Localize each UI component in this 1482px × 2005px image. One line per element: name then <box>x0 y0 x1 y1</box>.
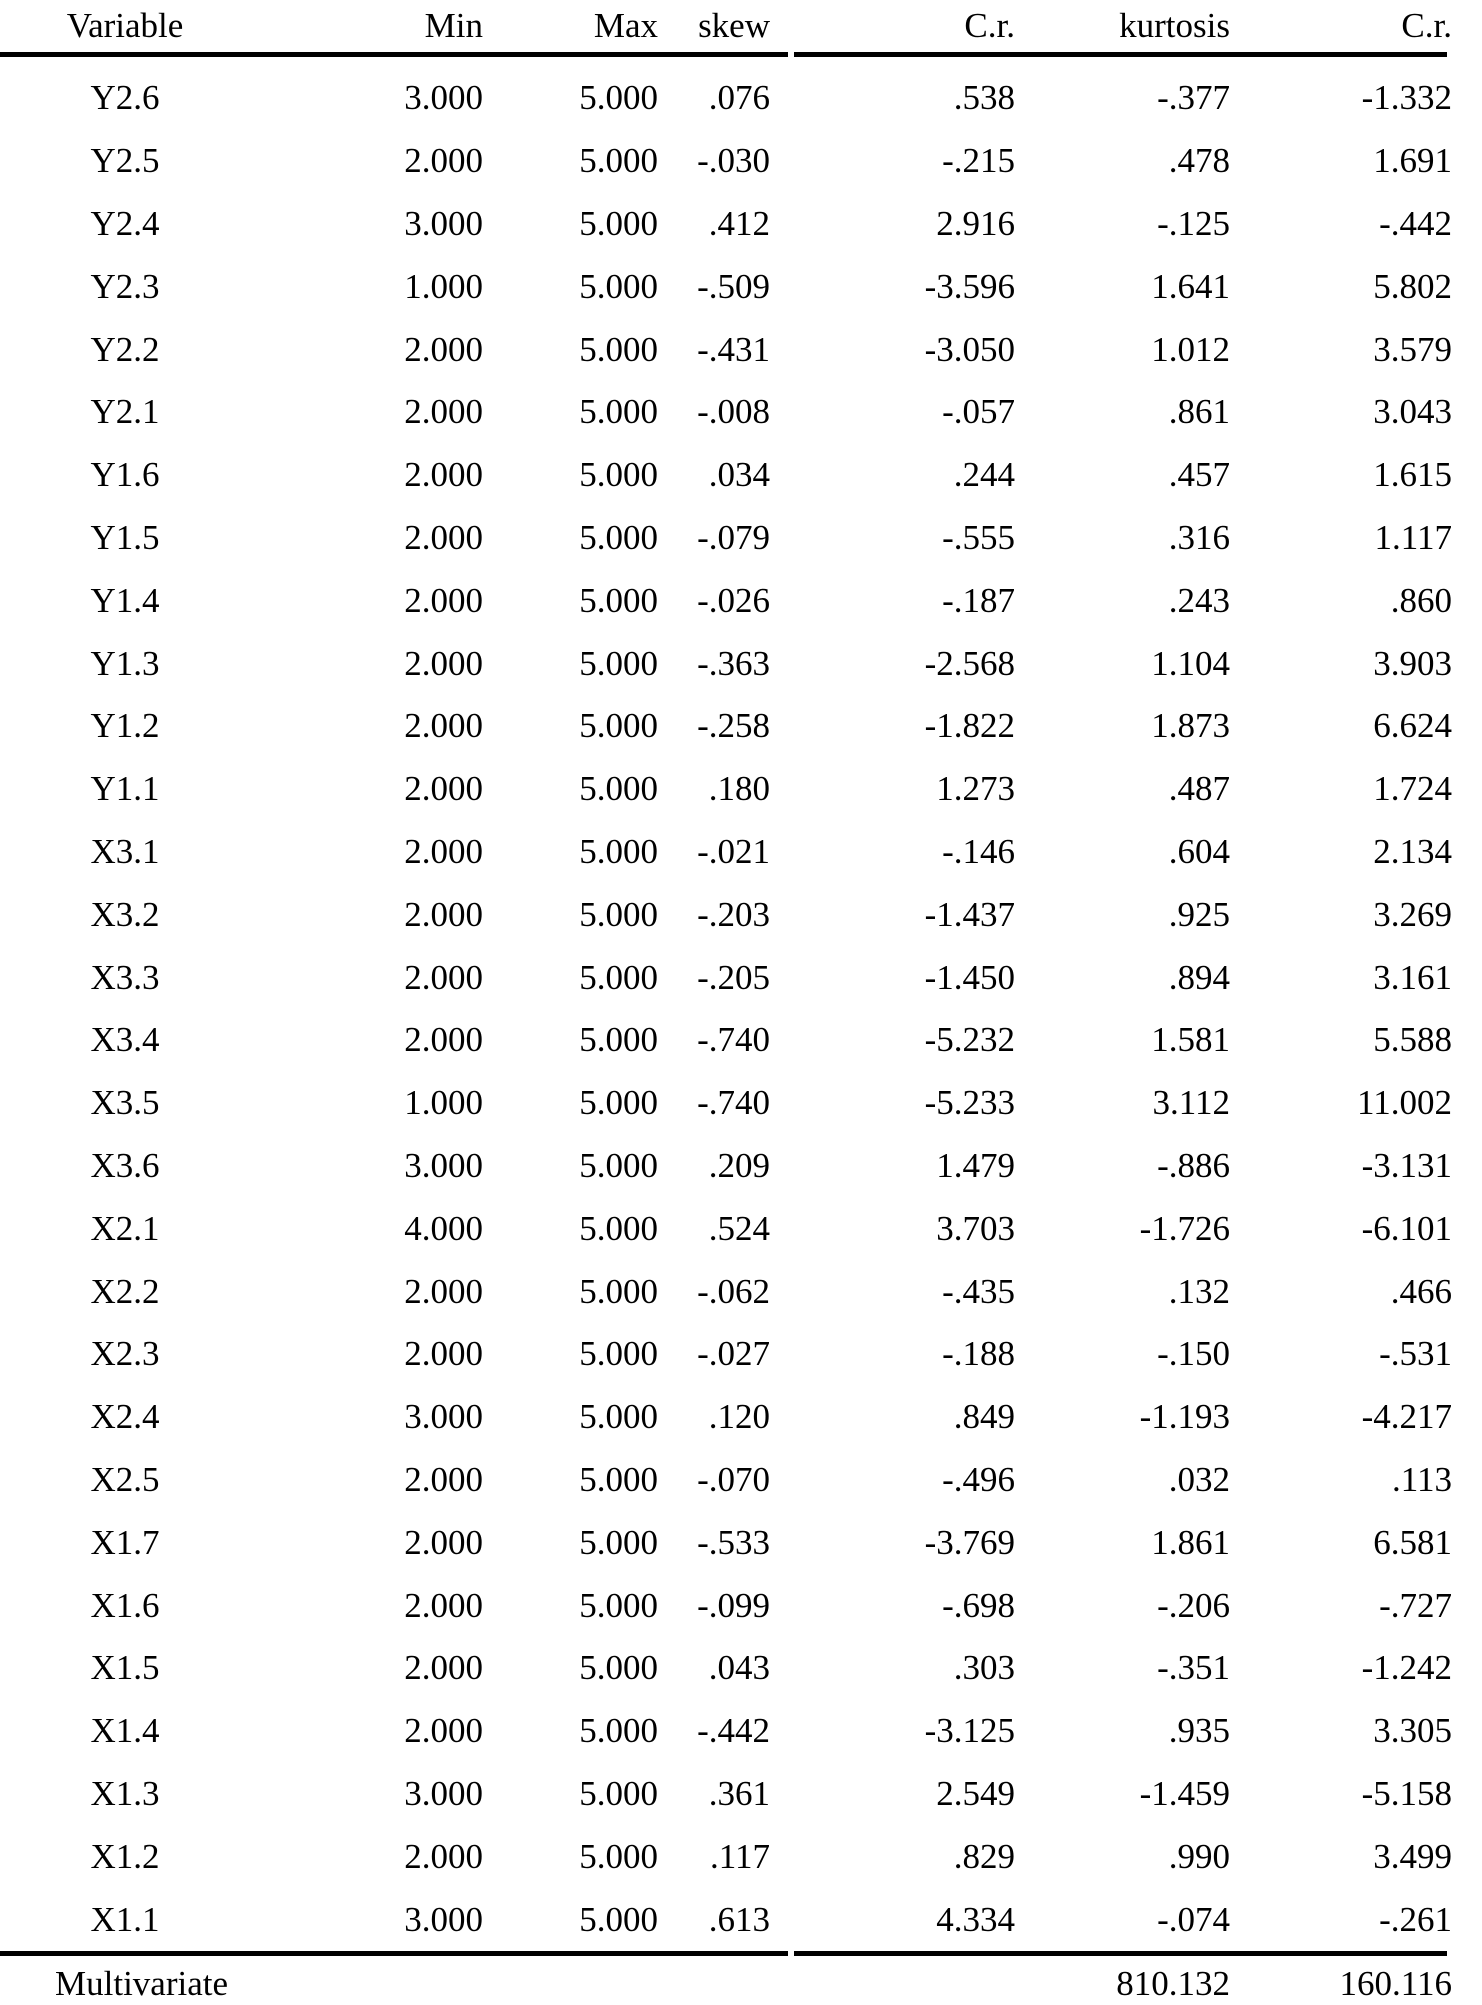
cell-filler <box>1452 1825 1482 1888</box>
cell-skew: -.740 <box>697 1083 770 1123</box>
cell-cr-kurtosis: 3.161 <box>1373 957 1452 997</box>
cell-max: 5.000 <box>579 1334 658 1374</box>
table-row <box>0 1009 1482 1072</box>
cell-min: 2.000 <box>404 1836 483 1876</box>
cell-min: 3.000 <box>404 1145 483 1185</box>
cell-variable: X1.3 <box>90 1773 160 1813</box>
cell-min: 3.000 <box>404 203 483 243</box>
cell-cr-kurtosis: -3.131 <box>1361 1145 1452 1185</box>
cell-variable: Y1.5 <box>90 517 160 557</box>
cell-kurtosis: -1.193 <box>1139 1397 1230 1437</box>
cell-kurtosis: -.074 <box>1157 1899 1230 1939</box>
cell-variable: X3.1 <box>90 831 160 871</box>
cell-min: 2.000 <box>404 831 483 871</box>
cell-skew: -.030 <box>697 141 770 181</box>
multivariate-filler <box>1452 1956 1482 2005</box>
cell-skew: -.008 <box>697 392 770 432</box>
cell-kurtosis: -.125 <box>1157 203 1230 243</box>
cell-max: 5.000 <box>579 894 658 934</box>
cell-cr-skew: .829 <box>953 1836 1015 1876</box>
cell-skew: .120 <box>708 1397 770 1437</box>
cell-variable: X2.1 <box>90 1208 160 1248</box>
cell-cr-kurtosis: 5.588 <box>1373 1020 1452 1060</box>
cell-min: 3.000 <box>404 1397 483 1437</box>
table-row <box>0 444 1482 507</box>
cell-cr-skew: -.188 <box>942 1334 1015 1374</box>
cell-cr-skew: 2.916 <box>936 203 1015 243</box>
cell-skew: .524 <box>708 1208 770 1248</box>
cell-filler <box>1452 130 1482 193</box>
cell-cr-kurtosis: -5.158 <box>1361 1773 1452 1813</box>
cell-variable: X2.5 <box>90 1459 160 1499</box>
cell-filler <box>1452 1323 1482 1386</box>
cell-kurtosis: .032 <box>1168 1459 1230 1499</box>
cell-variable: Y1.1 <box>90 769 160 809</box>
cell-variable: Y2.1 <box>90 392 160 432</box>
cell-cr-kurtosis: -.531 <box>1379 1334 1452 1374</box>
table-row <box>0 883 1482 946</box>
cell-cr-kurtosis: 3.269 <box>1373 894 1452 934</box>
cell-max: 5.000 <box>579 266 658 306</box>
cell-max: 5.000 <box>579 1459 658 1499</box>
table-footer <box>0 1951 1482 2005</box>
cell-cr-kurtosis: 11.002 <box>1357 1083 1452 1123</box>
cell-min: 3.000 <box>404 78 483 118</box>
cell-variable: X1.2 <box>90 1836 160 1876</box>
table-row <box>0 1135 1482 1198</box>
table-row <box>0 318 1482 381</box>
cell-filler <box>1452 883 1482 946</box>
cell-skew: -.442 <box>697 1711 770 1751</box>
cell-kurtosis: .457 <box>1168 455 1230 495</box>
cell-filler <box>1452 507 1482 570</box>
table-header <box>0 0 1482 67</box>
cell-filler <box>1452 1135 1482 1198</box>
cell-cr-skew: .303 <box>953 1648 1015 1688</box>
cell-variable: Y2.5 <box>90 141 160 181</box>
cell-min: 2.000 <box>404 1585 483 1625</box>
cell-min: 1.000 <box>404 1083 483 1123</box>
cell-filler <box>1452 1700 1482 1763</box>
cell-cr-kurtosis: .466 <box>1390 1271 1452 1311</box>
cell-cr-skew: -.215 <box>942 141 1015 181</box>
cell-max: 5.000 <box>579 769 658 809</box>
cell-max: 5.000 <box>579 1271 658 1311</box>
cell-skew: -.099 <box>697 1585 770 1625</box>
table-row <box>0 695 1482 758</box>
cell-variable: Y1.4 <box>90 580 160 620</box>
cell-cr-skew: 3.703 <box>936 1208 1015 1248</box>
cell-kurtosis: .243 <box>1168 580 1230 620</box>
cell-cr-skew: -5.232 <box>924 1020 1015 1060</box>
cell-cr-kurtosis: 1.691 <box>1373 141 1452 181</box>
table-row <box>0 632 1482 695</box>
table-row <box>0 1700 1482 1763</box>
header-max: Max <box>593 6 658 45</box>
header-cr-skew: C.r. <box>964 6 1015 45</box>
cell-kurtosis: .487 <box>1168 769 1230 809</box>
cell-max: 5.000 <box>579 329 658 369</box>
cell-filler <box>1452 1574 1482 1637</box>
cell-max: 5.000 <box>579 1836 658 1876</box>
cell-min: 2.000 <box>404 580 483 620</box>
cell-cr-skew: .849 <box>953 1397 1015 1437</box>
cell-min: 2.000 <box>404 1271 483 1311</box>
cell-cr-skew: -.698 <box>942 1585 1015 1625</box>
cell-kurtosis: 1.641 <box>1151 266 1230 306</box>
cell-kurtosis: -.377 <box>1157 78 1230 118</box>
cell-skew: -.203 <box>697 894 770 934</box>
cell-cr-skew: .244 <box>953 455 1015 495</box>
table-row <box>0 1825 1482 1888</box>
multivariate-label: Multivariate <box>55 1964 229 2004</box>
cell-variable: X1.4 <box>90 1711 160 1751</box>
cell-max: 5.000 <box>579 1397 658 1437</box>
cell-max: 5.000 <box>579 455 658 495</box>
table-row <box>0 758 1482 821</box>
cell-max: 5.000 <box>579 957 658 997</box>
cell-cr-kurtosis: .860 <box>1390 580 1452 620</box>
multivariate-row <box>0 1956 1482 2005</box>
cell-filler <box>1452 1386 1482 1449</box>
cell-variable: Y2.3 <box>90 266 160 306</box>
table-row <box>0 1260 1482 1323</box>
cell-min: 2.000 <box>404 894 483 934</box>
cell-max: 5.000 <box>579 580 658 620</box>
table-row <box>0 1511 1482 1574</box>
cell-skew: .209 <box>708 1145 770 1185</box>
cell-variable: Y2.4 <box>90 203 160 243</box>
cell-variable: X1.1 <box>90 1899 160 1939</box>
cell-cr-kurtosis: 3.903 <box>1373 643 1452 683</box>
cell-kurtosis: -1.726 <box>1139 1208 1230 1248</box>
cell-filler <box>1452 632 1482 695</box>
cell-cr-kurtosis: 1.615 <box>1373 455 1452 495</box>
cell-cr-skew: 1.273 <box>936 769 1015 809</box>
cell-skew: .076 <box>708 78 770 118</box>
cell-cr-kurtosis: 1.117 <box>1374 517 1452 557</box>
cell-kurtosis: 1.581 <box>1151 1020 1230 1060</box>
cell-kurtosis: .925 <box>1168 894 1230 934</box>
cell-skew: .034 <box>708 455 770 495</box>
cell-min: 2.000 <box>404 769 483 809</box>
cell-skew: -.062 <box>697 1271 770 1311</box>
table-row <box>0 1072 1482 1135</box>
cell-skew: .361 <box>708 1773 770 1813</box>
table-row <box>0 1323 1482 1386</box>
cell-skew: -.205 <box>697 957 770 997</box>
cell-min: 3.000 <box>404 1773 483 1813</box>
cell-filler <box>1452 381 1482 444</box>
cell-variable: X2.4 <box>90 1397 160 1437</box>
cell-filler <box>1452 758 1482 821</box>
cell-min: 2.000 <box>404 1334 483 1374</box>
cell-skew: -.363 <box>697 643 770 683</box>
cell-variable: X1.5 <box>90 1648 160 1688</box>
cell-cr-skew: -.146 <box>942 831 1015 871</box>
cell-skew: -.740 <box>697 1020 770 1060</box>
cell-kurtosis: 1.861 <box>1151 1522 1230 1562</box>
table-row <box>0 1197 1482 1260</box>
table-row <box>0 569 1482 632</box>
cell-skew: -.431 <box>697 329 770 369</box>
cell-max: 5.000 <box>579 1145 658 1185</box>
cell-max: 5.000 <box>579 203 658 243</box>
cell-cr-kurtosis: 3.499 <box>1373 1836 1452 1876</box>
cell-cr-skew: -.435 <box>942 1271 1015 1311</box>
cell-filler <box>1452 821 1482 884</box>
cell-variable: X1.7 <box>90 1522 160 1562</box>
cell-max: 5.000 <box>579 78 658 118</box>
cell-min: 2.000 <box>404 1648 483 1688</box>
cell-cr-kurtosis: -6.101 <box>1361 1208 1452 1248</box>
cell-filler <box>1452 1637 1482 1700</box>
cell-min: 2.000 <box>404 957 483 997</box>
cell-variable: X3.4 <box>90 1020 160 1060</box>
table-body <box>0 67 1482 1951</box>
cell-variable: Y2.6 <box>90 78 160 118</box>
cell-kurtosis: -.886 <box>1157 1145 1230 1185</box>
cell-max: 5.000 <box>579 1020 658 1060</box>
cell-skew: -.509 <box>697 266 770 306</box>
cell-kurtosis: .861 <box>1168 392 1230 432</box>
table-row <box>0 821 1482 884</box>
table-row <box>0 1888 1482 1951</box>
cell-kurtosis: -.206 <box>1157 1585 1230 1625</box>
cell-skew: -.026 <box>697 580 770 620</box>
cell-variable: X2.3 <box>90 1334 160 1374</box>
header-row <box>0 0 1482 52</box>
cell-min: 2.000 <box>404 1711 483 1751</box>
cell-cr-skew: .538 <box>953 78 1015 118</box>
cell-cr-skew: -.057 <box>942 392 1015 432</box>
cell-max: 5.000 <box>579 643 658 683</box>
cell-cr-kurtosis: 2.134 <box>1373 831 1452 871</box>
cell-kurtosis: 1.104 <box>1151 643 1230 683</box>
cell-cr-skew: -5.233 <box>924 1083 1015 1123</box>
cell-cr-kurtosis: -4.217 <box>1361 1397 1452 1437</box>
cell-filler <box>1452 1260 1482 1323</box>
cell-variable: X2.2 <box>90 1271 160 1311</box>
cell-variable: Y1.6 <box>90 455 160 495</box>
cell-cr-skew: -3.596 <box>924 266 1015 306</box>
cell-filler <box>1452 946 1482 1009</box>
multivariate-kurtosis-value: 810.132 <box>1116 1964 1230 2004</box>
cell-max: 5.000 <box>579 1208 658 1248</box>
cell-variable: X3.5 <box>90 1083 160 1123</box>
cell-max: 5.000 <box>579 831 658 871</box>
cell-cr-kurtosis: -.261 <box>1379 1899 1452 1939</box>
cell-min: 2.000 <box>404 392 483 432</box>
cell-kurtosis: -1.459 <box>1139 1773 1230 1813</box>
cell-kurtosis: -.150 <box>1157 1334 1230 1374</box>
cell-variable: X3.3 <box>90 957 160 997</box>
multivariate-skew-empty <box>658 1956 788 2005</box>
cell-variable: Y2.2 <box>90 329 160 369</box>
cell-filler <box>1452 444 1482 507</box>
cell-filler <box>1452 1763 1482 1826</box>
cell-max: 5.000 <box>579 1522 658 1562</box>
cell-variable: X1.6 <box>90 1585 160 1625</box>
cell-filler <box>1452 1072 1482 1135</box>
cell-max: 5.000 <box>579 141 658 181</box>
cell-skew: .412 <box>708 203 770 243</box>
table-row <box>0 130 1482 193</box>
cell-min: 2.000 <box>404 1020 483 1060</box>
cell-kurtosis: 1.873 <box>1151 706 1230 746</box>
cell-cr-kurtosis: -.727 <box>1379 1585 1452 1625</box>
cell-cr-skew: -.496 <box>942 1459 1015 1499</box>
cell-kurtosis: 1.012 <box>1151 329 1230 369</box>
table-row <box>0 1386 1482 1449</box>
cell-cr-skew: -3.050 <box>924 329 1015 369</box>
cell-cr-kurtosis: 1.724 <box>1373 769 1452 809</box>
cell-cr-skew: -.187 <box>942 580 1015 620</box>
header-skew: skew <box>698 6 770 45</box>
cell-cr-kurtosis: -1.332 <box>1361 78 1452 118</box>
cell-cr-kurtosis: 6.581 <box>1373 1522 1452 1562</box>
table-row <box>0 1763 1482 1826</box>
table-row <box>0 1637 1482 1700</box>
table-row <box>0 381 1482 444</box>
cell-max: 5.000 <box>579 517 658 557</box>
cell-cr-kurtosis: 5.802 <box>1373 266 1452 306</box>
cell-variable: Y1.2 <box>90 706 160 746</box>
cell-variable: X3.6 <box>90 1145 160 1185</box>
cell-filler <box>1452 1197 1482 1260</box>
cell-max: 5.000 <box>579 1711 658 1751</box>
table-row <box>0 1574 1482 1637</box>
cell-cr-skew: -2.568 <box>924 643 1015 683</box>
cell-skew: -.533 <box>697 1522 770 1562</box>
cell-min: 2.000 <box>404 517 483 557</box>
cell-filler <box>1452 695 1482 758</box>
cell-cr-skew: -1.450 <box>924 957 1015 997</box>
cell-cr-kurtosis: -1.242 <box>1361 1648 1452 1688</box>
cell-min: 2.000 <box>404 329 483 369</box>
cell-min: 1.000 <box>404 266 483 306</box>
multivariate-cr-value: 160.116 <box>1339 1964 1452 2004</box>
cell-kurtosis: 3.112 <box>1152 1083 1230 1123</box>
table-row <box>0 1449 1482 1512</box>
header-kurtosis: kurtosis <box>1119 6 1230 45</box>
cell-cr-skew: -1.822 <box>924 706 1015 746</box>
cell-filler <box>1452 569 1482 632</box>
cell-filler <box>1452 255 1482 318</box>
header-variable: Variable <box>66 6 184 45</box>
cell-max: 5.000 <box>579 1083 658 1123</box>
cell-min: 2.000 <box>404 706 483 746</box>
cell-kurtosis: -.351 <box>1157 1648 1230 1688</box>
cell-variable: X3.2 <box>90 894 160 934</box>
cell-min: 4.000 <box>404 1208 483 1248</box>
cell-cr-kurtosis: 3.305 <box>1373 1711 1452 1751</box>
cell-min: 3.000 <box>404 1899 483 1939</box>
cell-kurtosis: .990 <box>1168 1836 1230 1876</box>
table-row <box>0 193 1482 256</box>
cell-kurtosis: .894 <box>1168 957 1230 997</box>
cell-skew: -.079 <box>697 517 770 557</box>
cell-skew: -.027 <box>697 1334 770 1374</box>
cell-min: 2.000 <box>404 1522 483 1562</box>
cell-filler <box>1452 1511 1482 1574</box>
cell-variable: Y1.3 <box>90 643 160 683</box>
multivariate-max-empty <box>483 1956 658 2005</box>
cell-cr-kurtosis: .113 <box>1392 1459 1452 1499</box>
cell-cr-skew: -.555 <box>942 517 1015 557</box>
cell-cr-skew: -1.437 <box>924 894 1015 934</box>
table-row <box>0 507 1482 570</box>
cell-cr-kurtosis: 6.624 <box>1373 706 1452 746</box>
multivariate-min-empty <box>250 1956 483 2005</box>
cell-skew: .117 <box>710 1836 770 1876</box>
cell-cr-skew: 4.334 <box>936 1899 1015 1939</box>
cell-skew: .043 <box>708 1648 770 1688</box>
cell-filler <box>1452 67 1482 130</box>
cell-kurtosis: .478 <box>1168 141 1230 181</box>
cell-kurtosis: .935 <box>1168 1711 1230 1751</box>
cell-max: 5.000 <box>579 1899 658 1939</box>
multivariate-cr-skew-empty <box>788 1956 1015 2005</box>
header-spacer <box>0 57 1482 67</box>
cell-min: 2.000 <box>404 455 483 495</box>
header-cr-kurtosis: C.r. <box>1401 6 1452 45</box>
cell-cr-skew: -3.769 <box>924 1522 1015 1562</box>
table-row <box>0 67 1482 130</box>
cell-filler <box>1452 193 1482 256</box>
cell-cr-kurtosis: 3.043 <box>1373 392 1452 432</box>
cell-skew: .613 <box>708 1899 770 1939</box>
header-filler <box>1452 0 1482 52</box>
cell-filler <box>1452 1888 1482 1951</box>
cell-skew: .180 <box>708 769 770 809</box>
cell-max: 5.000 <box>579 1773 658 1813</box>
cell-filler <box>1452 1009 1482 1072</box>
cell-kurtosis: .316 <box>1168 517 1230 557</box>
cell-min: 2.000 <box>404 643 483 683</box>
cell-max: 5.000 <box>579 1585 658 1625</box>
header-min: Min <box>424 6 483 45</box>
cell-filler <box>1452 1449 1482 1512</box>
cell-filler <box>1452 318 1482 381</box>
cell-cr-skew: 2.549 <box>936 1773 1015 1813</box>
table-row <box>0 946 1482 1009</box>
cell-kurtosis: .132 <box>1168 1271 1230 1311</box>
cell-cr-skew: 1.479 <box>936 1145 1015 1185</box>
table-row <box>0 255 1482 318</box>
cell-kurtosis: .604 <box>1168 831 1230 871</box>
cell-cr-kurtosis: 3.579 <box>1373 329 1452 369</box>
cell-min: 2.000 <box>404 141 483 181</box>
cell-max: 5.000 <box>579 392 658 432</box>
cell-max: 5.000 <box>579 1648 658 1688</box>
cell-max: 5.000 <box>579 706 658 746</box>
cell-skew: -.258 <box>697 706 770 746</box>
cell-cr-skew: -3.125 <box>924 1711 1015 1751</box>
cell-skew: -.070 <box>697 1459 770 1499</box>
cell-min: 2.000 <box>404 1459 483 1499</box>
cell-skew: -.021 <box>697 831 770 871</box>
cell-cr-kurtosis: -.442 <box>1379 203 1452 243</box>
